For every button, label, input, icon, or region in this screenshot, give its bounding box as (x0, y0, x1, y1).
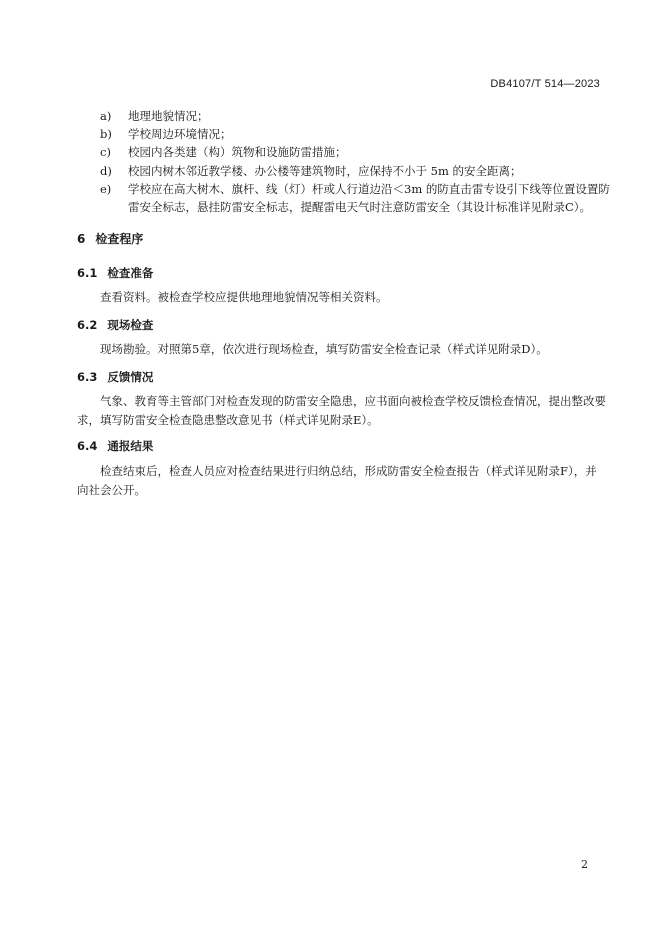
subsection-heading (77, 265, 153, 281)
list-marker: e) (100, 181, 112, 196)
inspection-content-list (100, 107, 610, 216)
subsection-heading (77, 317, 153, 333)
list-item (100, 143, 610, 161)
subsection-number: 6.2 (77, 318, 98, 332)
list-item (100, 107, 610, 125)
list-marker: a) (100, 109, 112, 123)
subsection-title: 反馈情况 (107, 370, 154, 384)
list-item-text: 校园内树木邻近教学楼、办公楼等建筑物时，应保持不小于 5m 的安全距离； (128, 163, 522, 178)
subsection-title: 通报结果 (107, 439, 154, 453)
list-marker: d) (100, 163, 112, 178)
subsection-title: 检查准备 (107, 266, 154, 280)
list-item-text: 学校应在高大树木、旗杆、线（灯）杆或人行道边沿＜3m 的防直击雷专设引下线等位置设置防雷安全标志，悬挂防雷安全标志，提醒雷电天气时注意防雷安全（其设计标准详见附录C）。 (128, 181, 610, 215)
list-marker: b) (100, 127, 112, 142)
subsection-number: 6.3 (77, 370, 98, 384)
section-heading (77, 230, 143, 247)
list-item (100, 162, 610, 180)
list-item (100, 125, 610, 143)
subsection-heading (77, 369, 153, 385)
paragraph: 现场勘验。对照第5章，依次进行现场检查，填写防雷安全检查记录（样式详见附录D）。 (100, 342, 548, 356)
list-item-text: 学校周边环境情况； (128, 127, 232, 142)
subsection-heading (77, 438, 153, 454)
subsection-number: 6.1 (77, 266, 98, 280)
list-item-text: 地理地貌情况； (128, 109, 209, 123)
section-number: 6 (77, 232, 86, 246)
section-title: 检查程序 (95, 232, 144, 246)
paragraph: 气象、教育等主管部门对检查发现的防雷安全隐患，应书面向被检查学校反馈检查情况，提出整改要求，填写防雷安全检查隐患整改意见书（样式详见附录E）。 (77, 394, 606, 427)
document-code: DB4107/T 514—2023 (490, 78, 600, 90)
subsection-number: 6.4 (77, 439, 98, 453)
list-marker: c) (100, 145, 111, 160)
paragraph: 查看资料。被检查学校应提供地理地貌情况等相关资料。 (100, 290, 388, 304)
list-item-text: 校园内各类建（构）筑物和设施防雷措施； (128, 145, 347, 160)
subsection-title: 现场检查 (107, 318, 154, 332)
page-number: 2 (581, 858, 588, 871)
list-item (100, 180, 610, 216)
paragraph: 检查结束后，检查人员应对检查结果进行归纳总结，形成防雷安全检查报告（样式详见附录F），并向社会公开。 (77, 464, 597, 497)
